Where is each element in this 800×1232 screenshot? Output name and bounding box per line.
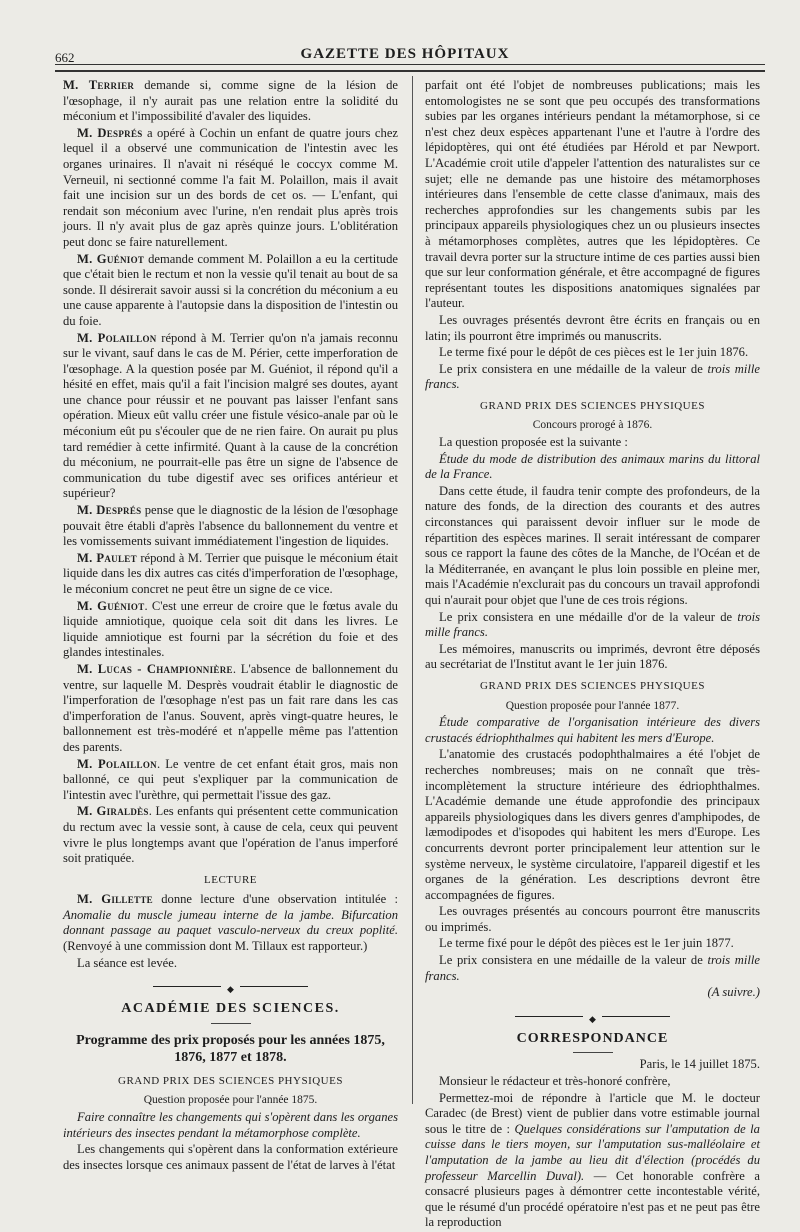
paragraph [63, 892, 398, 954]
paragraph [63, 252, 398, 330]
grand-prix-heading: GRAND PRIX DES SCIENCES PHYSIQUES [118, 1074, 343, 1087]
speaker-name: M. Gillette [77, 892, 153, 907]
paragraph-text: répond à M. Terrier que puisque le méconium était liquide dans les dix autres cas cités d'imperforation de l'œsophage, le méconium concret ne peut être un signe de ce vice. [63, 550, 398, 596]
paragraph-text: Le prix consistera en une médaille d'or de la valeur de [439, 609, 738, 624]
paragraph-text: . L'absence de ballonnement du ventre, sur laquelle M. Desprès voudrait établir le diagnostic de l'imperforation de l'œsophage n'est pas un fait rare dans les cas d'imperforation de l'anus. Souvent, après vingt-quatre heures, le ballonnement est très-modéré et n'appelle même pas l'attention des parents. [63, 661, 399, 754]
prize-value: trois mille francs. [425, 609, 760, 640]
paragraph-text: demande si, comme signe de la lésion de l'œsophage, il n'y aurait pas une relation entre la solidité du méconium et l'impossibilité d'avaler des liquides. [63, 78, 398, 124]
speaker-name: M. Guéniot [77, 251, 145, 266]
article-title: Quelques considérations sur l'amputation de la cuisse dans le tiers moyen, sur l'amputation sus-malléolaire et l'amputation de la jambe au lieu dit d'élection (procédés du professeur Marcellin Duval). [425, 1121, 760, 1183]
paragraph [63, 804, 398, 866]
programme-heading: Programme des prix proposés pour les années 1875, 1876, 1877 et 1878. [76, 1032, 385, 1065]
separator-ornament: ◆ [221, 984, 240, 994]
paragraph: L'anatomie des crustacés podophthalmaires a été l'objet de recherches nombreuses; mais on ne connaît que très-incomplètement la structure intérieure des édriophthalmes. L'Académie demande une étude approfondie des principaux appareils physiologiques dans les divers genres d'amphipodes, de læmodipodes et d'isopodes qui habitent les mers d'Europe. Les concurrents devront porter principalement leur attention sur le système nerveux, le système circulatoire, l'appareil digestif et les organes de la génération. Les descriptions devront être accompagnées de figures. [425, 747, 760, 902]
paragraph-text: Le prix consistera en une médaille de la valeur de [439, 361, 708, 376]
paragraph [425, 1091, 760, 1231]
short-rule [573, 1052, 613, 1053]
paragraph-text: répond à M. Terrier qu'on n'a jamais reconnu sur le vivant, sauf dans le cas de M. Périer, cette imperforation de l'œsophage. A la question posée par M. Guéniot, il répond qu'il a hésité en effet, mais qu'il a fait l'incision malgré ses doutes, ayant une chance pour réussir et ne pouvant pas laisser l'enfant sans opération. Mieux eût vallu créer une fistule vésico-anale par où le méconium eût pu s'écouler que de ne rien faire. On aurait pu plus tard remédier à cette infirmité. Quant à la cause de la concrétion du méconium, ne pourrait-elle pas être un signe de l'absence de communication du tube digestif avec ses orifices antérieur et supérieur? [63, 330, 398, 501]
concours-heading: Concours prorogé à 1876. [532, 419, 653, 432]
separator-ornament: ◆ [583, 1014, 602, 1024]
paragraph: La question proposée est la suivante : [439, 435, 628, 450]
short-rule [211, 1023, 251, 1024]
paragraph: Les changements qui s'opèrent dans la conformation extérieure des insectes lorsque ces animaux passent de l'état de larves à l'état [63, 1142, 398, 1172]
page-number: 662 [55, 50, 75, 65]
paragraph-text: donne lecture d'une observation intitulée : [152, 892, 398, 907]
paragraph: Le terme fixé pour le dépôt de ces pièces est le 1er juin 1876. [439, 345, 749, 360]
correspondance-heading: CORRESPONDANCE [516, 1030, 669, 1046]
paragraph [425, 953, 760, 984]
to-be-continued: (A suivre.) [707, 985, 760, 1000]
prize-value: trois mille francs. [425, 953, 760, 983]
paragraph-text: . Le ventre de cet enfant était gros, mais non ballonné, ce qui peut s'expliquer par la communication de l'intestin avec l'urèthre, qui permettait l'issue des gaz. [63, 756, 398, 802]
page-header [55, 34, 755, 65]
paragraph-text: . Les enfants qui présentent cette communication du rectum avec la vessie sont, à cause de cela, ceux qui peuvent vivre le plus longtemps avant que l'opération de l'anus imperforé soit pratiquée. [63, 804, 398, 866]
paragraph [425, 610, 760, 641]
paragraph-text: demande comment M. Polaillon a eu la certitude que c'était bien le rectum et non la vessie qu'il tenait au bout de sa sonde. Il désirerait savoir aussi si la concrétion du méconium a eu une cause apparente à l'autopsie dans la disposition de l'intestin ou du foie. [63, 251, 398, 328]
prize-value: trois mille francs. [425, 361, 760, 392]
academie-heading: ACADÉMIE DES SCIENCES. [121, 1001, 340, 1017]
paragraph: Le terme fixé pour le dépôt des pièces est le 1er juin 1877. [439, 936, 734, 951]
paragraph: Dans cette étude, il faudra tenir compte des profondeurs, de la nature des fonds, de la direction des courants et des autres circonstances qui paraissent devoir influer sur le mode de répartition des espèces marines. Il serait intéressant de comparer sous ce rapport la faune des côtes de la Manche, de l'Océan et de la Méditerranée, en avançant le plus loin possible en pleine mer, mais l'Académie n'exclurait pas du concours un travail approfondi qui n'aurait pour objet que l'une de ces trois régions. [425, 483, 760, 607]
speaker-name: M. Polaillon [77, 756, 157, 771]
question-heading: Question proposée pour l'année 1875. [143, 1094, 318, 1107]
paragraph-text: — Cet honorable confrère a consacré plusieurs pages à démontrer cette incontestable vérité, que le résumé d'un procédé opératoire n'est pas et ne peut pas être la reproduction [425, 1168, 760, 1230]
paragraph: Les ouvrages présentés devront être écrits en français ou en latin; ils pourront être imprimés ou manuscrits. [425, 312, 760, 343]
paragraph [63, 78, 398, 125]
speaker-name: M. Terrier [63, 78, 135, 92]
speaker-name: M. Després [77, 125, 143, 140]
paragraph: Les mémoires, manuscrits ou imprimés, devront être déposés au secrétariat de l'Institut avant le 1er juin 1876. [425, 641, 760, 672]
paragraph [63, 757, 398, 804]
question-text: Étude comparative de l'organisation intérieure des divers crustacés édriophthalmes qui habitent les mers d'Europe. [425, 715, 760, 745]
paragraph-text: Permettez-moi de répondre à l'article que M. le docteur Caradec (de Brest) vient de publier dans votre estimable journal sous le titre de : [425, 1090, 760, 1136]
speaker-name: M. Lucas - Championnière [77, 661, 233, 676]
paragraph [63, 662, 398, 756]
header-rule-thick [55, 70, 765, 72]
column-divider [412, 76, 413, 1104]
paragraph [63, 599, 398, 661]
question-text: Faire connaître les changements qui s'opèrent dans les organes intérieurs des insectes pendant la métamorphose complète. [63, 1110, 398, 1140]
paragraph-text: (Renvoyé à une commission dont M. Tillaux est rapporteur.) [63, 939, 368, 954]
speaker-name: M. Guéniot [77, 598, 145, 613]
speaker-name: M. Polaillon [77, 330, 157, 345]
paragraph-text: . C'est une erreur de croire que le fœtus avale du liquide amniotique, quoique cela soit dit dans les livres. Le liquide amniotique est fourni par la sécrétion du foie et des glandes intestinales. [63, 598, 398, 660]
lecture-heading: LECTURE [204, 873, 257, 886]
speaker-name: M. Després [77, 503, 142, 518]
dateline: Paris, le 14 juillet 1875. [639, 1057, 760, 1072]
section-separator [425, 1011, 760, 1024]
paragraph [63, 503, 398, 550]
header-rule [55, 64, 765, 65]
left-column [63, 78, 398, 1174]
question-heading: Question proposée pour l'année 1877. [505, 699, 680, 712]
paragraph: Les ouvrages présentés au concours pourront être manuscrits ou imprimés. [425, 904, 760, 934]
paragraph [63, 126, 398, 251]
speaker-name: M. Paulet [77, 550, 137, 565]
paragraph [425, 362, 760, 393]
observation-title: Anomalie du muscle jumeau interne de la jambe. Bifurcation donnant passage au paquet vasculo-nerveux du creux poplité. [63, 907, 398, 938]
paragraph: parfait ont été l'objet de nombreuses publications; mais les entomologistes ne se sont que peu occupés des transformations subies par les organes intérieurs pendant la métamorphose, si ce n'est chez deux espèces appartenant l'une et l'autre à l'ordre des lépidoptères, qui ont été étudiées par Hérold et par Newport. L'Académie croit utile d'appeler l'attention des naturalistes sur ce sujet; elle ne demande pas une histoire des métamorphoses intérieures dans l'ensemble de cette classe d'animaux, mais des recherches approfondies sur les changements subis par les principaux appareils physiologiques chez un ou plusieurs insectes à métamorphoses complètes, autres que les lépidoptères. Ce travail devra porter sur la structure intime de ces parties aussi bien que sur leur conformation générale, et être accompagné de figures représentant toutes les dispositions anatomiques signalées par l'auteur. [425, 78, 760, 311]
speaker-name: M. Giraldès [77, 804, 149, 819]
paragraph-text: pense que le diagnostic de la lésion de l'œsophage pouvait être établi d'après l'absence du ballonnement du ventre et les vomissements suivant immédiatement l'ingestion de liquides. [63, 503, 398, 549]
salutation: Monsieur le rédacteur et très-honoré confrère, [439, 1074, 671, 1089]
grand-prix-heading: GRAND PRIX DES SCIENCES PHYSIQUES [480, 399, 705, 412]
section-separator [63, 981, 398, 995]
paragraph [63, 551, 398, 598]
paragraph [63, 331, 398, 503]
grand-prix-heading: GRAND PRIX DES SCIENCES PHYSIQUES [480, 679, 705, 692]
paragraph-text: Le prix consistera en une médaille de la valeur de [439, 953, 708, 968]
question-text: Étude du mode de distribution des animaux marins du littoral de la France. [425, 451, 760, 482]
right-column [425, 78, 760, 1232]
closing-line: La séance est levée. [77, 955, 177, 970]
journal-title: GAZETTE DES HÔPITAUX [300, 46, 510, 62]
paragraph-text: a opéré à Cochin un enfant de quatre jours chez lequel il a observé une communication de l'intestin avec les organes urinaires. Il n'avait ni réséqué le coccyx comme M. Verneuil, ni sectionné comme l'a fait M. Polaillon, mais il avait fait une incision sur un des bords de cet os. — L'enfant, qui rendait son méconium avec l'urine, n'en rendait plus après trois jours. Il n'y avait plus de gaz après quinze jours. L'oblitération peut donc se faire naturellement. [63, 125, 398, 249]
